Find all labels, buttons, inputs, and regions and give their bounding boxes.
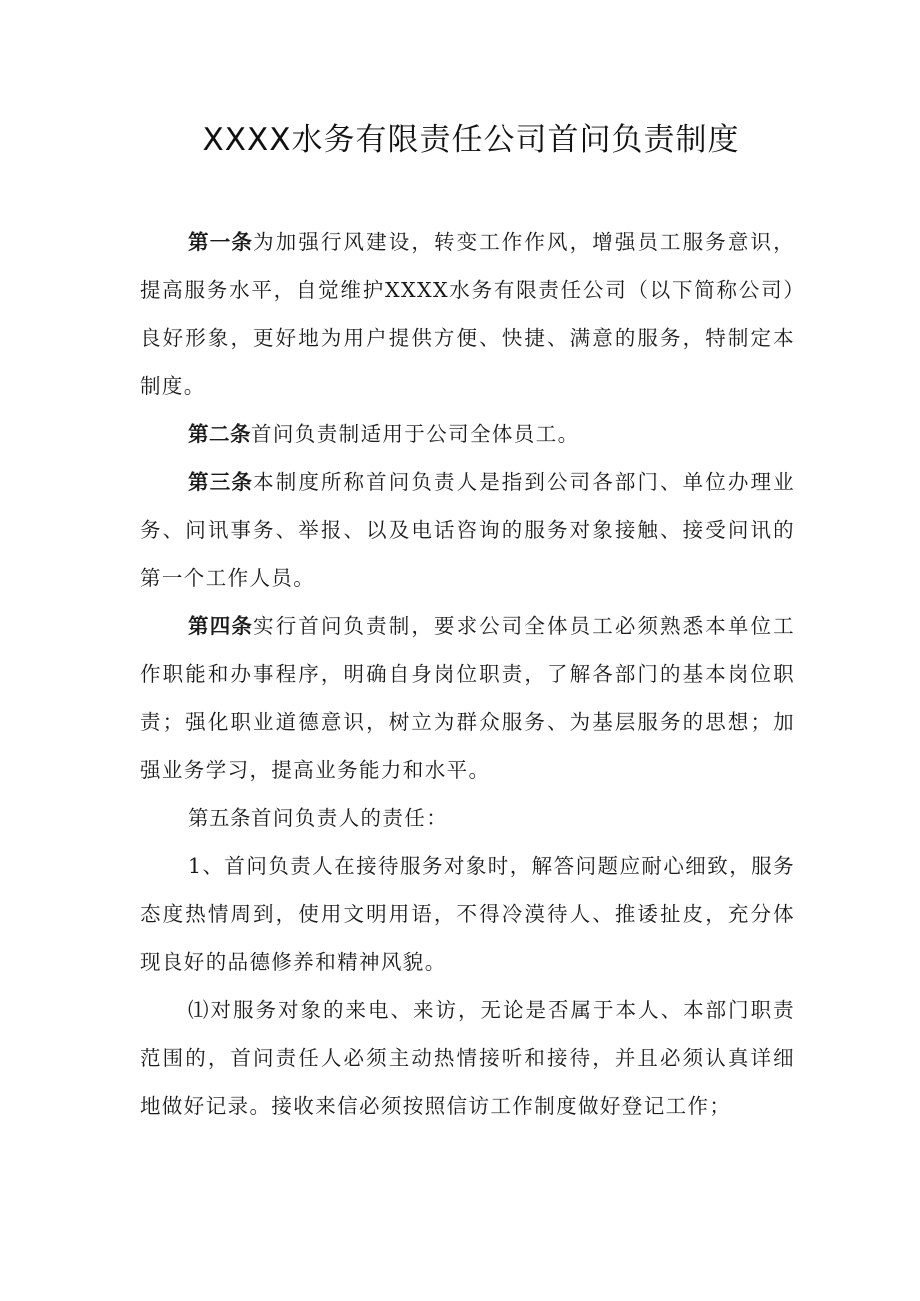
article-4 [140,602,795,794]
article-heading: 第一条 [188,230,254,254]
article-heading: 第三条 [188,470,254,494]
clause-text: 1、首问负责人在接待服务对象时，解答问题应耐心细致，服务态度热情周到，使用文明用语，不得冷漠待人、推诿扯皮，充分体现良好的品德修养和精神风貌。 [140,854,795,974]
sub-clause-1 [140,986,795,1130]
article-text: 为加强行风建设，转变工作作风，增强员工服务意识，提高服务水平，自觉维护XXXX水务有限责任公司（以下简称公司）良好形象，更好地为用户提供方便、快捷、满意的服务，特制定本制度。 [140,230,795,398]
clause-text: ⑴对服务对象的来电、来访，无论是否属于本人、本部门职责范围的，首问责任人必须主动热情接听和接待，并且必须认真详细地做好记录。接收来信必须按照信访工作制度做好登记工作； [140,998,795,1118]
article-5 [140,794,795,842]
article-heading: 第二条 [188,422,251,446]
article-text: 首问负责制适用于公司全体员工。 [251,422,580,446]
article-2 [140,410,795,458]
article-text: 实行首问负责制，要求公司全体员工必须熟悉本单位工作职能和办事程序，明确自身岗位职责，了解各部门的基本岗位职责；强化职业道德意识，树立为群众服务、为基层服务的思想；加强业务学习，提高业务能力和水平。 [140,614,795,782]
article-text: 首问负责人的责任： [251,806,449,830]
document-title: XXXX水务有限责任公司首问负责制度 [202,122,740,158]
clause-1 [140,842,795,986]
document-body [140,218,795,1130]
article-heading: 第五条 [188,806,251,830]
article-heading: 第四条 [188,614,254,638]
article-text: 本制度所称首问负责人是指到公司各部门、单位办理业务、问讯事务、举报、以及电话咨询的服务对象接触、接受问讯的第一个工作人员。 [140,470,795,590]
article-3 [140,458,795,602]
article-1 [140,218,795,410]
